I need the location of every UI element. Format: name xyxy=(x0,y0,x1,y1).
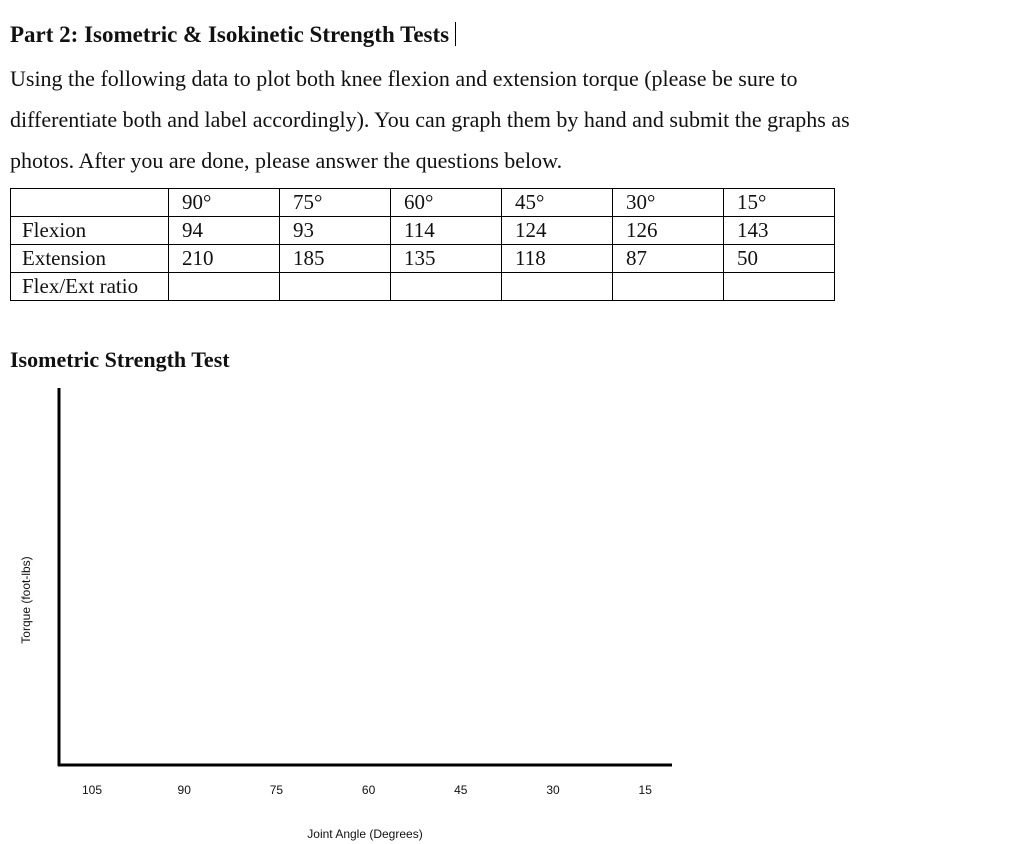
table-corner-cell xyxy=(11,189,169,217)
table-cell: 210 xyxy=(169,245,280,273)
table-cell: 185 xyxy=(280,245,391,273)
data-table xyxy=(10,188,835,301)
table-row-extension xyxy=(11,245,835,273)
x-axis-title: Joint Angle (Degrees) xyxy=(307,827,423,841)
empty-ratio-cell xyxy=(169,273,280,301)
row-label: Flex/Ext ratio xyxy=(11,273,169,301)
empty-ratio-cell xyxy=(391,273,502,301)
table-row-flexion xyxy=(11,217,835,245)
section-title: Isometric Strength Test xyxy=(10,347,230,372)
table-cell: 126 xyxy=(613,217,724,245)
empty-ratio-cell xyxy=(280,273,391,301)
angle-header: 60° xyxy=(391,189,502,217)
table-row-ratio xyxy=(11,273,835,301)
table-cell: 124 xyxy=(502,217,613,245)
y-axis-title: Torque (foot-lbs) xyxy=(19,556,33,644)
angle-header: 90° xyxy=(169,189,280,217)
angle-header: 15° xyxy=(724,189,835,217)
table-cell: 87 xyxy=(613,245,724,273)
x-tick-label: 15 xyxy=(638,783,652,797)
row-label: Extension xyxy=(11,245,169,273)
instructions-line-3: photos. After you are done, please answer the questions below. xyxy=(10,148,563,173)
table-cell: 94 xyxy=(169,217,280,245)
x-tick-label: 105 xyxy=(81,783,103,797)
table-cell: 114 xyxy=(391,217,502,245)
x-tick-label: 60 xyxy=(361,783,376,797)
text-cursor xyxy=(455,22,456,46)
table-cell: 93 xyxy=(280,217,391,245)
x-tick-label: 45 xyxy=(454,783,468,797)
x-tick-labels xyxy=(82,783,652,797)
empty-ratio-cell xyxy=(613,273,724,301)
table-cell: 118 xyxy=(502,245,613,273)
table-header-row xyxy=(11,189,835,217)
x-tick-label: 75 xyxy=(269,783,284,797)
instructions-line-1: Using the following data to plot both knee flexion and extension torque (please be sure to xyxy=(10,66,798,91)
x-tick-label: 90 xyxy=(177,783,191,797)
angle-header: 45° xyxy=(502,189,613,217)
page-title-text: Part 2: Isometric & Isokinetic Strength Tests xyxy=(10,22,450,47)
table-cell: 135 xyxy=(391,245,502,273)
empty-ratio-cell xyxy=(724,273,835,301)
table-cell: 143 xyxy=(724,217,835,245)
x-tick-label: 30 xyxy=(546,783,560,797)
row-label: Flexion xyxy=(11,217,169,245)
page-title xyxy=(10,22,456,48)
table-cell: 50 xyxy=(724,245,835,273)
angle-header: 75° xyxy=(280,189,391,217)
angle-header: 30° xyxy=(613,189,724,217)
chart xyxy=(0,380,700,844)
instructions-line-2: differentiate both and label accordingly). You can graph them by hand and submit the graphs as xyxy=(10,107,850,132)
empty-ratio-cell xyxy=(502,273,613,301)
